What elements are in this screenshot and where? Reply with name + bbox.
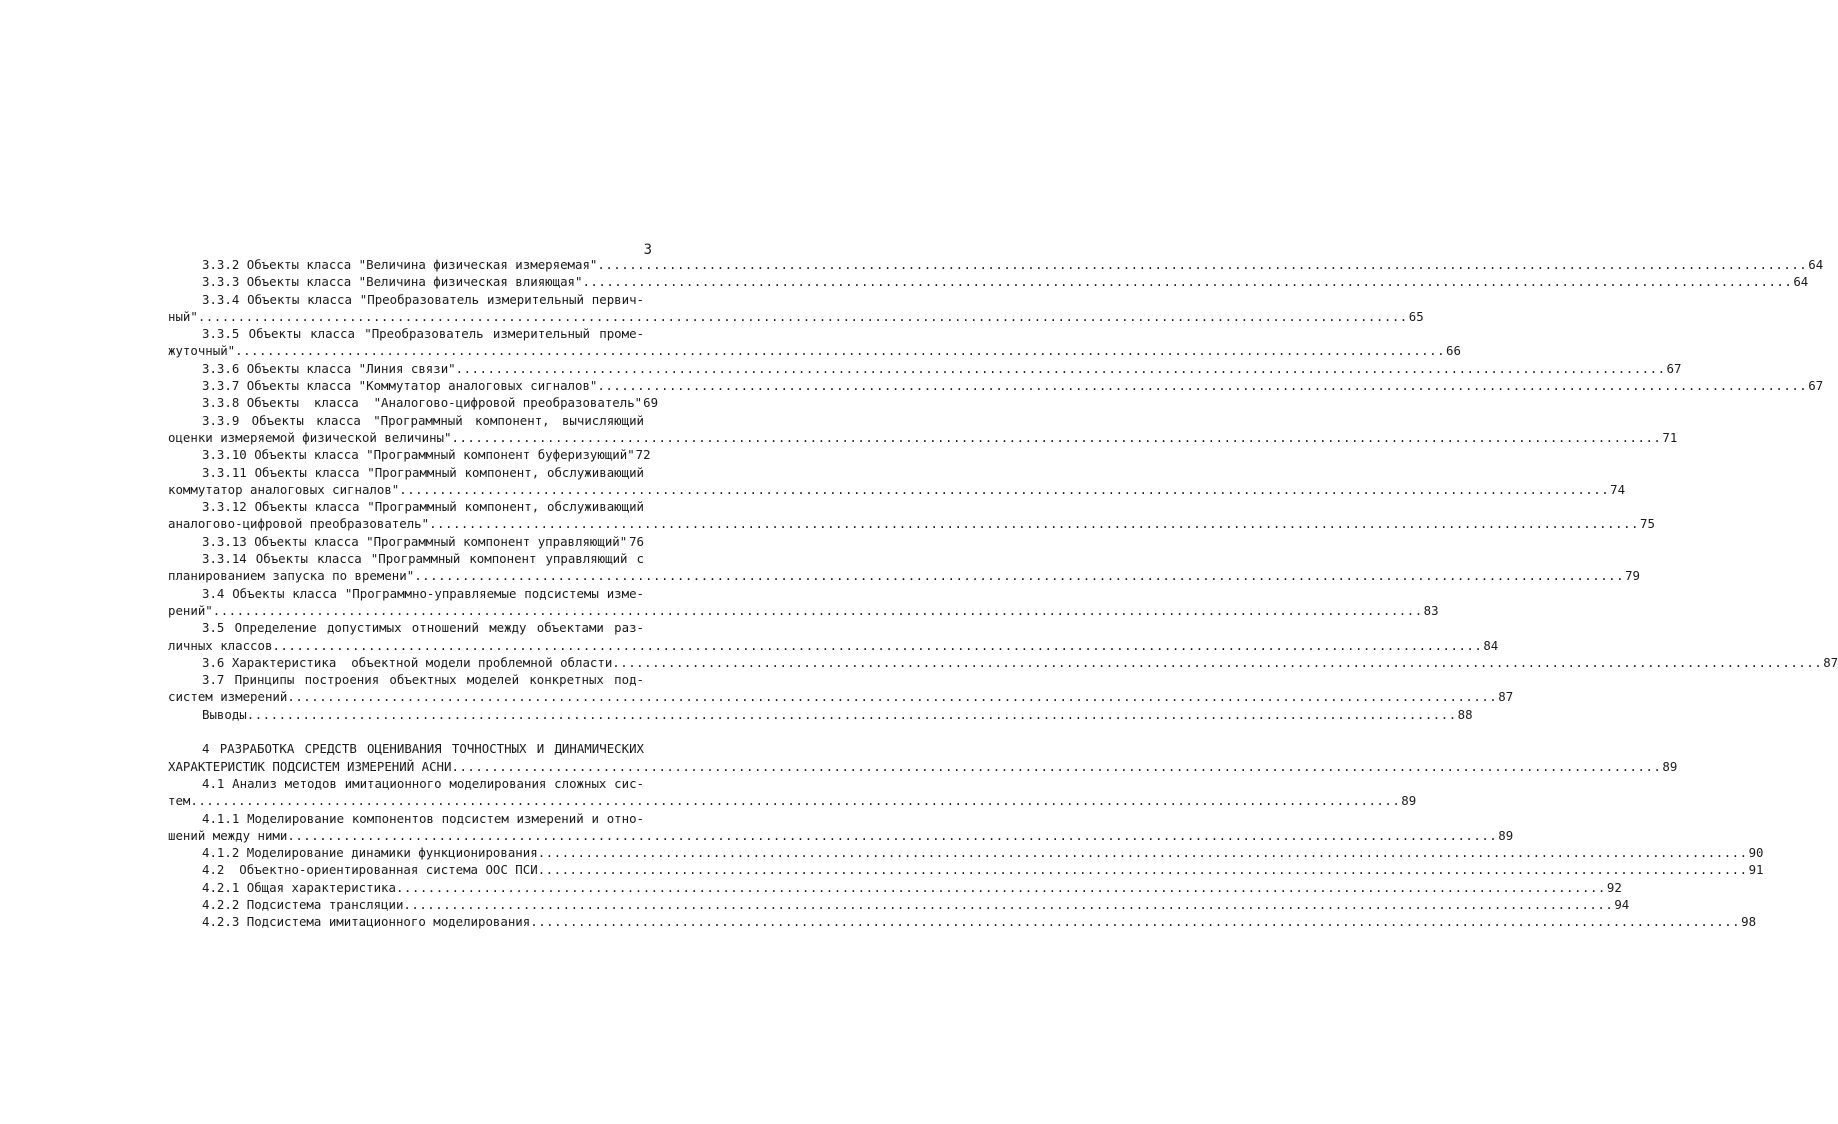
toc-entry-page: 89 — [1498, 827, 1514, 843]
dot-leader — [429, 515, 1639, 532]
toc-entry — [168, 446, 651, 463]
toc-entry-page: 98 — [1741, 914, 1757, 930]
dot-leader — [198, 308, 1408, 325]
dot-leader — [451, 429, 1661, 446]
toc-entry-first-line: 3.3.12 Объекты класса "Программный компонент, обслуживающий — [202, 499, 644, 515]
toc-entry — [168, 706, 1473, 723]
dot-leader — [235, 342, 1445, 359]
toc-entry-page: 64 — [1793, 274, 1809, 290]
toc-entry — [168, 567, 1640, 584]
table-of-contents — [168, 256, 1838, 931]
toc-entry-title: 4.2 Объектно-ориентированная система ООС ПСИ — [202, 862, 538, 878]
toc-entry-page: 92 — [1606, 879, 1622, 895]
toc-entry-continuation: планированием запуска по времени" — [168, 568, 415, 584]
toc-entry-continuation: личных классов — [168, 637, 273, 653]
toc-entry — [168, 879, 1622, 896]
dot-leader — [538, 844, 1748, 861]
toc-entry-page: 89 — [1401, 793, 1417, 809]
dot-leader — [538, 861, 1748, 878]
toc-entry-continuation: ХАРАКТЕРИСТИК ПОДСИСТЕМ ИЗМЕРЕНИЙ АСНИ — [168, 758, 452, 774]
toc-entry — [168, 758, 1678, 775]
dot-leader — [287, 688, 1497, 705]
toc-entry-title: 3.3.3 Объекты класса "Величина физическая влияющая" — [202, 274, 583, 290]
toc-entry-page: 84 — [1483, 637, 1499, 653]
toc-entry-page: 89 — [1662, 758, 1678, 774]
dot-leader — [530, 913, 1740, 930]
toc-entry — [168, 896, 1630, 913]
toc-entry-page: 74 — [1610, 481, 1626, 497]
toc-entry-first-line: 4.1.1 Моделирование компонентов подсистем измерений и отно- — [202, 810, 644, 826]
toc-entry-first-line: 3.3.4 Объекты класса "Преобразователь измерительный первич- — [202, 291, 644, 307]
toc-entry-page: 91 — [1748, 862, 1764, 878]
toc-entry-first-line: 3.3.9 Объекты класса "Программный компонент, вычисляющий — [202, 412, 644, 428]
toc-entry-page: 83 — [1423, 602, 1439, 618]
toc-entry-title: 3.3.6 Объекты класса "Линия связи" — [202, 360, 456, 376]
toc-entry-page: 94 — [1614, 896, 1630, 912]
page-number: 3 — [643, 242, 652, 258]
toc-entry-page: 64 — [1808, 257, 1824, 272]
toc-entry — [168, 256, 1824, 273]
toc-entry — [168, 360, 1682, 377]
toc-entry — [168, 481, 1626, 498]
toc-entry — [168, 861, 1764, 878]
toc-entry-first-line: 4 РАЗРАБОТКА СРЕДСТВ ОЦЕНИВАНИЯ ТОЧНОСТНЫХ И ДИНАМИЧЕСКИХ — [202, 741, 644, 757]
toc-entry-continuation: коммутатор аналоговых сигналов" — [168, 481, 400, 497]
dot-leader — [582, 273, 1792, 290]
toc-entry — [168, 342, 1461, 359]
toc-entry-title: 3.3.7 Объекты класса "Коммутатор аналоговых сигналов" — [202, 378, 598, 394]
toc-entry-title: 3.3.10 Объекты класса "Программный компонент буферизующий" — [202, 447, 635, 463]
dot-leader — [190, 792, 1400, 809]
toc-entry — [168, 394, 659, 411]
dot-leader — [247, 706, 1457, 723]
toc-entry-continuation: рений" — [168, 602, 213, 618]
dot-leader — [287, 827, 1497, 844]
dot-leader — [399, 481, 1609, 498]
toc-entry — [168, 844, 1764, 861]
toc-entry-continuation: аналогово-цифровой преобразователь" — [168, 516, 430, 532]
toc-entry-first-line: 3.3.11 Объекты класса "Программный компонент, обслуживающий — [202, 464, 644, 480]
toc-entry-continuation: шений между ними — [168, 827, 288, 843]
dot-leader — [403, 896, 1613, 913]
toc-entry-title: 4.2.3 Подсистема имитационного моделирования — [202, 914, 531, 930]
toc-entry — [168, 827, 1514, 844]
toc-entry — [168, 273, 1809, 290]
toc-entry-first-line: 3.3.5 Объекты класса "Преобразователь измерительный проме- — [202, 326, 644, 342]
toc-entry-continuation: ный" — [168, 308, 198, 324]
toc-entry-page: 90 — [1748, 845, 1764, 861]
toc-entry — [168, 377, 1824, 394]
toc-entry — [168, 602, 1439, 619]
toc-entry — [168, 913, 1757, 930]
toc-entry-title: 3.6 Характеристика объектной модели проблемной области — [202, 654, 613, 670]
toc-entry-page: 67 — [1666, 360, 1682, 376]
toc-entry-first-line: 3.7 Принципы построения объектных моделей конкретных под- — [202, 672, 644, 688]
toc-entry-page: 67 — [1808, 378, 1824, 394]
toc-entry-page: 66 — [1446, 343, 1461, 359]
toc-entry-page: 88 — [1457, 706, 1473, 722]
toc-entry-first-line: 4.1 Анализ методов имитационного моделирования сложных сис- — [202, 775, 644, 791]
toc-entry-title: 4.2.2 Подсистема трансляции — [202, 896, 404, 912]
toc-entry — [168, 308, 1424, 325]
toc-entry — [168, 688, 1514, 705]
toc-entry — [168, 792, 1417, 809]
toc-entry — [168, 429, 1678, 446]
section-gap — [168, 723, 644, 740]
dot-leader — [414, 567, 1624, 584]
dot-leader — [597, 256, 1807, 273]
toc-entry-page: 71 — [1662, 429, 1678, 445]
toc-entry-continuation: жуточный" — [168, 343, 236, 359]
toc-entry — [168, 654, 1838, 671]
toc-entry-page: 72 — [635, 447, 651, 463]
toc-entry-title: 3.3.8 Объекты класса "Аналогово-цифровой преобразователь" — [202, 395, 643, 411]
toc-entry-title: 4.2.1 Общая характеристика — [202, 879, 396, 895]
toc-entry-first-line: 3.4 Объекты класса "Программно-управляемые подсистемы изме- — [202, 585, 644, 601]
dot-leader — [597, 377, 1807, 394]
toc-entry-page: 75 — [1639, 516, 1655, 532]
dot-leader — [612, 654, 1822, 671]
toc-entry — [168, 515, 1655, 532]
toc-entry-continuation: оценки измеряемой физической величины" — [168, 429, 452, 445]
toc-entry-page: 79 — [1625, 568, 1640, 584]
toc-entry-page: 87 — [1498, 689, 1514, 705]
dot-leader — [451, 758, 1661, 775]
toc-entry-title: 4.1.2 Моделирование динамики функционирования — [202, 845, 538, 861]
toc-entry-continuation: систем измерений — [168, 689, 288, 705]
toc-entry-page: 87 — [1823, 654, 1838, 670]
dot-leader — [213, 602, 1423, 619]
toc-entry — [168, 533, 644, 550]
toc-entry-first-line: 3.5 Определение допустимых отношений между объектами раз- — [202, 620, 644, 636]
toc-entry-title: 3.3.2 Объекты класса "Величина физическая измеряемая" — [202, 257, 598, 272]
toc-entry-page: 69 — [643, 395, 659, 411]
dot-leader — [272, 637, 1482, 654]
toc-entry-title: 3.3.13 Объекты класса "Программный компонент управляющий" — [202, 533, 628, 549]
toc-entry-page: 76 — [629, 533, 644, 549]
toc-entry-continuation: тем — [168, 793, 191, 809]
toc-entry — [168, 637, 1499, 654]
toc-entry-page: 65 — [1408, 308, 1424, 324]
dot-leader — [456, 360, 1666, 377]
dot-leader — [396, 879, 1606, 896]
toc-entry-first-line: 3.3.14 Объекты класса "Программный компонент управляющий с — [202, 551, 644, 567]
toc-entry-title: Выводы — [202, 706, 247, 722]
